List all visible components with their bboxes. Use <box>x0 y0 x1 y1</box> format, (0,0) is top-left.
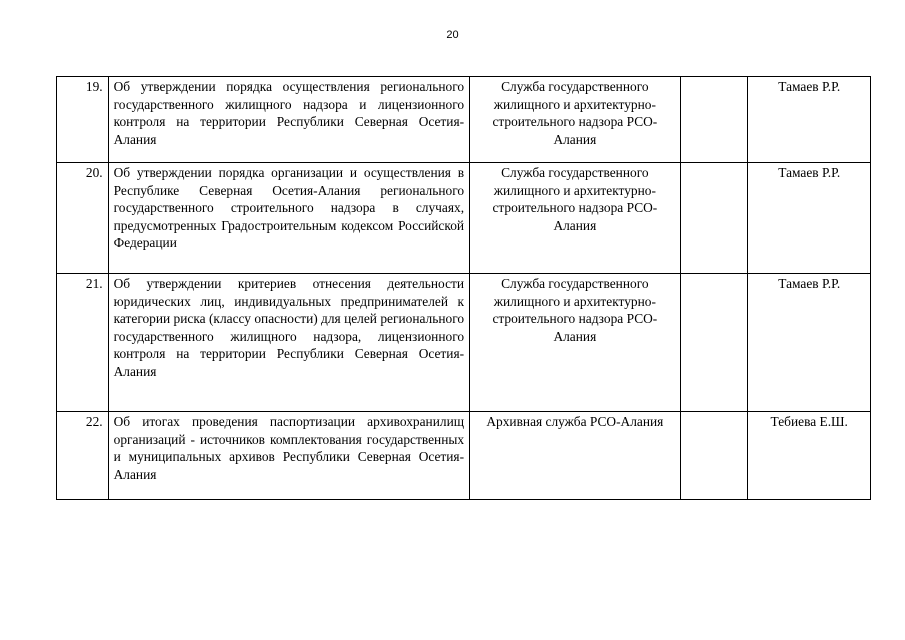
row-responsible: Тамаев Р.Р. <box>748 77 871 163</box>
row-deadline <box>680 412 748 500</box>
row-responsible: Тамаев Р.Р. <box>748 274 871 412</box>
row-responsible: Тамаев Р.Р. <box>748 163 871 274</box>
row-responsible: Тебиева Е.Ш. <box>748 412 871 500</box>
row-agency: Служба государственного жилищного и архитектурно-строительного надзора РСО-Алания <box>470 274 681 412</box>
row-title: Об утверждении порядка организации и осуществления в Республике Северная Осетия-Алания регионального государственного строительного надзора в случаях, предусмотренных Градостроительным кодексом Российской Федерации <box>108 163 469 274</box>
row-agency: Архивная служба РСО-Алания <box>470 412 681 500</box>
row-agency: Служба государственного жилищного и архитектурно-строительного надзора РСО-Алания <box>470 163 681 274</box>
table-row <box>57 77 871 163</box>
page-number: 20 <box>446 29 459 41</box>
table-row <box>57 163 871 274</box>
table-row <box>57 412 871 500</box>
row-number: 21. <box>57 274 109 412</box>
row-number: 22. <box>57 412 109 500</box>
row-agency: Служба государственного жилищного и архитектурно-строительного надзора РСО-Алания <box>470 77 681 163</box>
row-title: Об утверждении порядка осуществления регионального государственного жилищного надзора и лицензионного контроля на территории Республики Северная Осетия-Алания <box>108 77 469 163</box>
row-title: Об итогах проведения паспортизации архивохранилищ организаций - источников комплектования государственных и муниципальных архивов Республики Северная Осетия-Алания <box>108 412 469 500</box>
row-number: 20. <box>57 163 109 274</box>
row-deadline <box>680 274 748 412</box>
table-row <box>57 274 871 412</box>
row-deadline <box>680 163 748 274</box>
row-title: Об утверждении критериев отнесения деятельности юридических лиц, индивидуальных предпринимателей к категории риска (классу опасности) для целей регионального государственного жилищного надзора, лицензионного контроля на территории Республики Северная Осетия-Алания <box>108 274 469 412</box>
plan-table <box>56 76 871 500</box>
row-number: 19. <box>57 77 109 163</box>
row-deadline <box>680 77 748 163</box>
